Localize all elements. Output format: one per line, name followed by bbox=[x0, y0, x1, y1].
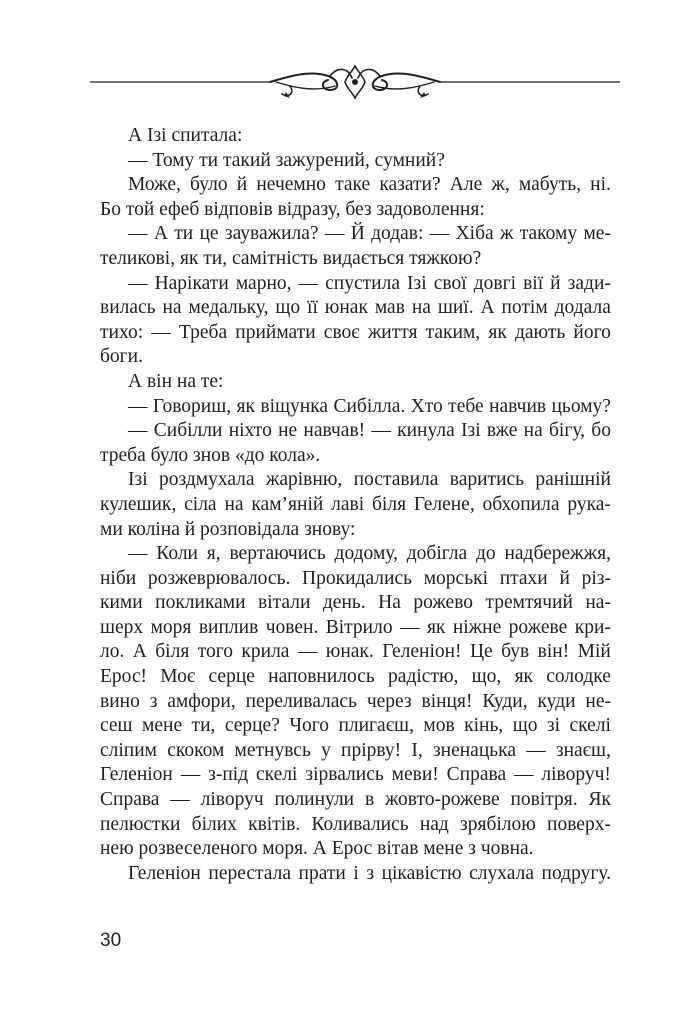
text-line: Ізі роздмухала жарівню, поставила варитись ранішній bbox=[128, 469, 611, 491]
text-line: вилась на медальку, що її юнак мав на шиї. А потім додала bbox=[100, 297, 611, 319]
decorative-flourish-icon bbox=[90, 56, 620, 106]
text-line: теликові, як ти, самітність видається тяжкою? bbox=[100, 247, 482, 269]
text-line: Ерос! Моє серце наповнилось радістю, що, як солодке bbox=[100, 666, 611, 688]
text-line: нею розвеселеного моря. А Ерос вітав мене з човна. bbox=[100, 838, 534, 860]
text-line: сліпим скоком метнувсь у прірву! І, зненацька — знаєш, bbox=[100, 739, 611, 761]
text-line: пелюстки білих квітів. Коливались над зрябілою поверх- bbox=[100, 813, 611, 835]
text-line: тихо: — Треба приймати своє життя таким, як дають його bbox=[100, 321, 611, 343]
text-line: Справа — ліворуч полинули в жовто-рожеве повітря. Як bbox=[100, 789, 611, 811]
text-line: Геленіон — з-під скелі зірвались меви! Справа — ліворуч! bbox=[100, 764, 611, 786]
text-line: Може, було й нечемно таке казати? Але ж, мабуть, ні. bbox=[128, 174, 611, 196]
text-line: — Говориш, як віщунка Сибілла. Хто тебе навчив цьому? bbox=[128, 395, 611, 417]
text-line: ми коліна й розповідала знову: bbox=[100, 518, 356, 540]
text-line: Геленіон перестала прати і з цікавістю слухала подругу. bbox=[128, 862, 611, 884]
body-text bbox=[100, 124, 611, 886]
text-line: — Коли я, вертаючись додому, добігла до надбережжя, bbox=[128, 543, 611, 565]
text-line: сеш мене ти, серце? Чого плигаєш, мов кінь, що зі скелі bbox=[100, 715, 611, 737]
text-line: А він на те: bbox=[128, 370, 224, 392]
text-line: кулешик, сіла на кам’яній лаві біля Гелене, обхопила рука- bbox=[100, 493, 611, 515]
text-line: А Ізі спитала: bbox=[128, 125, 243, 146]
text-line: — Тому ти такий зажурений, сумний? bbox=[128, 149, 445, 171]
text-line: ло. А біля того крила — юнак. Геленіон! Це був він! Мій bbox=[100, 641, 611, 663]
text-line: треба було знов «до кола». bbox=[100, 444, 321, 466]
text-line: Бо той ефеб відповів відразу, без задоволення: bbox=[100, 198, 485, 220]
text-line: — А ти це зауважила? — Й додав: — Хіба ж такому ме- bbox=[128, 223, 611, 245]
text-line: вино з амфори, переливалась через вінця! Куди, куди не- bbox=[100, 690, 611, 712]
text-line: шерх моря виплив човен. Вітрило — як ніжне рожеве кри- bbox=[100, 616, 611, 638]
text-line: боги. bbox=[100, 346, 143, 368]
page-number: 30 bbox=[100, 930, 122, 951]
text-line: кими покликами вітали день. На рожево тремтячий на- bbox=[100, 592, 611, 614]
text-line: — Нарікати марно, — спустила Ізі свої довгі вії й зади- bbox=[128, 272, 611, 294]
text-line: — Сибілли ніхто не навчав! — кинула Ізі вже на бігу, бо bbox=[128, 420, 611, 442]
text-line: ніби розжеврювалось. Прокидались морські птахи й різ- bbox=[100, 567, 611, 589]
